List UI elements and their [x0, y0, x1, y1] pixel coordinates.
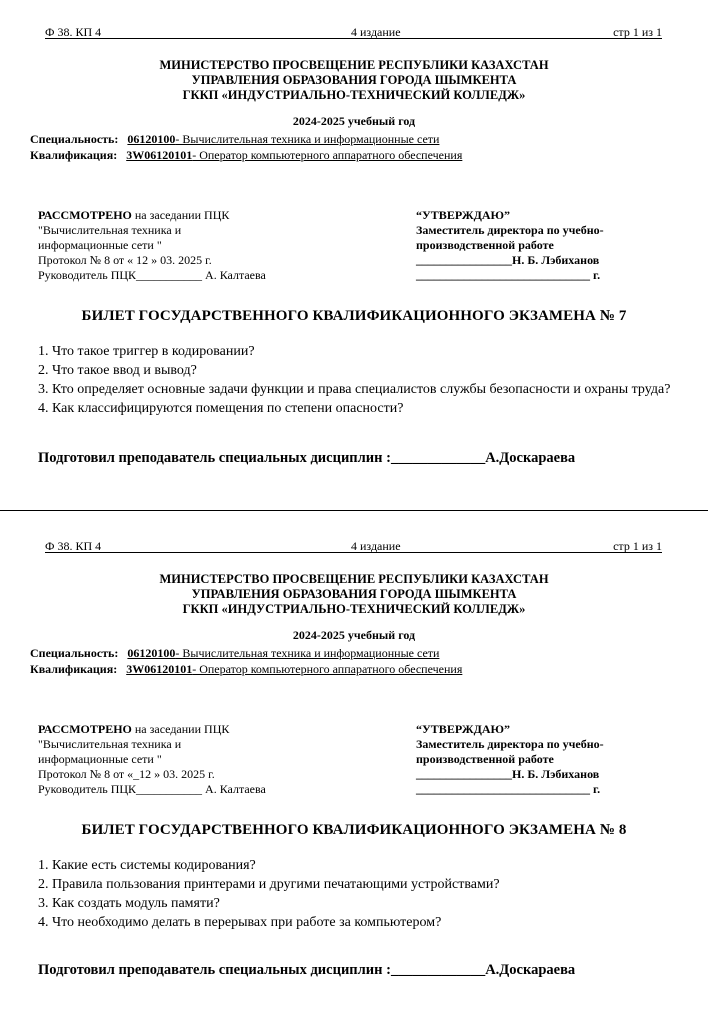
- question-item: 3. Кто определяет основные задачи функции и права специалистов службы безопасности и охраны труда?: [38, 382, 671, 397]
- question-item: 1. Какие есть системы кодирования?: [38, 858, 256, 873]
- page-number: стр 1 из 1: [613, 25, 662, 39]
- approve-line1: Заместитель директора по учебно-: [416, 737, 604, 751]
- department: УПРАВЛЕНИЯ ОБРАЗОВАНИЯ ГОРОДА ШЫМКЕНТА: [191, 587, 517, 601]
- approve-line2: производственной работе: [416, 752, 554, 766]
- academic-year: 2024-2025 учебный год: [292, 628, 416, 642]
- specialty-label: Специальность:: [30, 646, 119, 660]
- qualification: [30, 662, 462, 677]
- approve-date: _____________________________ г.: [416, 268, 601, 282]
- specialty-code: 06120100: [127, 646, 176, 660]
- review-line1: "Вычислительная техника и: [38, 737, 182, 751]
- page-header: [45, 539, 662, 553]
- committee-head: Руководитель ПЦК___________ А. Калтаева: [38, 782, 266, 796]
- specialty-label: Специальность:: [30, 132, 119, 146]
- ticket-divider: [0, 510, 708, 511]
- form-code: Ф 38. КП 4: [45, 25, 102, 39]
- question-item: 4. Что необходимо делать в перерывах при работе за компьютером?: [38, 915, 442, 930]
- qualification-name: - Оператор компьютерного аппаратного обеспечения: [192, 148, 463, 162]
- ministry: МИНИСТЕРСТВО ПРОСВЕЩЕНИЕ РЕСПУБЛИКИ КАЗАХСТАН: [159, 572, 549, 586]
- prepared-by: Подготовил преподаватель специальных дисциплин :_____________А.Доскараева: [38, 962, 576, 978]
- review-line1: "Вычислительная техника и: [38, 223, 182, 237]
- organization-block: [0, 58, 708, 103]
- specialty-name: - Вычислительная техника и информационные сети: [175, 646, 440, 660]
- committee-head: Руководитель ПЦК___________ А. Калтаева: [38, 268, 266, 282]
- approve-signer: ________________Н. Б. Лэбиханов: [416, 253, 600, 267]
- ticket-8: [0, 514, 708, 1024]
- specialty-name: - Вычислительная техника и информационные сети: [175, 132, 440, 146]
- question-item: 2. Правила пользования принтерами и другими печатающими устройствами?: [38, 877, 500, 892]
- specialty: [30, 132, 439, 147]
- specialty: [30, 646, 439, 661]
- review-title: РАССМОТРЕНО: [38, 208, 132, 222]
- academic-year: 2024-2025 учебный год: [292, 114, 416, 128]
- question-list: [38, 856, 678, 932]
- review-block: [38, 208, 338, 283]
- ticket-7: [0, 0, 708, 510]
- page-header: [45, 25, 662, 39]
- qualification-name: - Оператор компьютерного аппаратного обеспечения: [192, 662, 463, 676]
- college: ГККП «ИНДУСТРИАЛЬНО-ТЕХНИЧЕСКИЙ КОЛЛЕДЖ»: [182, 88, 526, 102]
- college: ГККП «ИНДУСТРИАЛЬНО-ТЕХНИЧЕСКИЙ КОЛЛЕДЖ»: [182, 602, 526, 616]
- header-rule: [45, 38, 662, 39]
- approve-line2: производственной работе: [416, 238, 554, 252]
- protocol: Протокол № 8 от «_12 » 03. 2025 г.: [38, 767, 215, 781]
- qualification-label: Квалификация:: [30, 148, 118, 162]
- review-line2: информационные сети ": [38, 752, 162, 766]
- approve-signer: ________________Н. Б. Лэбиханов: [416, 767, 600, 781]
- ministry: МИНИСТЕРСТВО ПРОСВЕЩЕНИЕ РЕСПУБЛИКИ КАЗАХСТАН: [159, 58, 549, 72]
- review-block: [38, 722, 338, 797]
- header-rule: [45, 552, 662, 553]
- question-item: 4. Как классифицируются помещения по степени опасности?: [38, 401, 404, 416]
- review-title-rest: на заседании ПЦК: [131, 208, 230, 222]
- question-item: 3. Как создать модуль памяти?: [38, 896, 220, 911]
- department: УПРАВЛЕНИЯ ОБРАЗОВАНИЯ ГОРОДА ШЫМКЕНТА: [191, 73, 517, 87]
- review-title: РАССМОТРЕНО: [38, 722, 132, 736]
- protocol: Протокол № 8 от « 12 » 03. 2025 г.: [38, 253, 212, 267]
- edition: 4 издание: [351, 25, 401, 39]
- specialty-code: 06120100: [127, 132, 176, 146]
- ticket-title: БИЛЕТ ГОСУДАРСТВЕННОГО КВАЛИФИКАЦИОННОГО ЭКЗАМЕНА № 7: [81, 308, 627, 324]
- prepared-by: Подготовил преподаватель специальных дисциплин :_____________А.Доскараева: [38, 450, 576, 466]
- approve-title: “УТВЕРЖДАЮ”: [416, 208, 511, 222]
- organization-block: [0, 572, 708, 617]
- qualification: [30, 148, 462, 163]
- approve-block: [416, 208, 676, 283]
- question-item: 2. Что такое ввод и вывод?: [38, 363, 197, 378]
- approve-line1: Заместитель директора по учебно-: [416, 223, 604, 237]
- qualification-code: 3W06120101: [126, 148, 193, 162]
- edition: 4 издание: [351, 539, 401, 553]
- question-item: 1. Что такое триггер в кодировании?: [38, 344, 255, 359]
- qualification-code: 3W06120101: [126, 662, 193, 676]
- approve-block: [416, 722, 676, 797]
- page-number: стр 1 из 1: [613, 539, 662, 553]
- review-title-rest: на заседании ПЦК: [131, 722, 230, 736]
- ticket-title: БИЛЕТ ГОСУДАРСТВЕННОГО КВАЛИФИКАЦИОННОГО ЭКЗАМЕНА № 8: [81, 822, 627, 838]
- review-line2: информационные сети ": [38, 238, 162, 252]
- question-list: [38, 342, 678, 418]
- approve-title: “УТВЕРЖДАЮ”: [416, 722, 511, 736]
- qualification-label: Квалификация:: [30, 662, 118, 676]
- approve-date: _____________________________ г.: [416, 782, 601, 796]
- form-code: Ф 38. КП 4: [45, 539, 102, 553]
